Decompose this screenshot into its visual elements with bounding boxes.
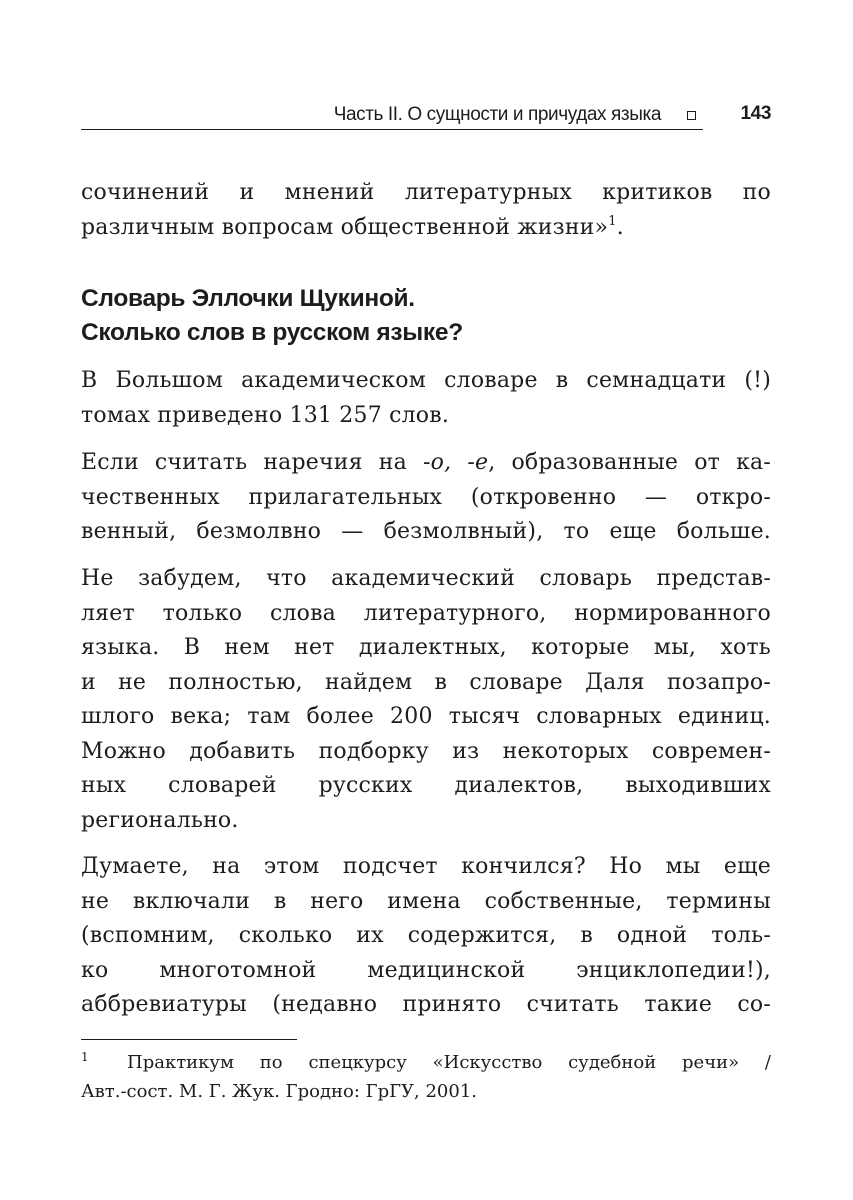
footnote-reference: 1 [608, 213, 617, 229]
header-rule [81, 129, 703, 130]
paragraph [81, 446, 771, 550]
text-fragment: различным вопросам общественной жизни» [81, 214, 609, 240]
text-line: чественных прилагательных (откровенно — откро- [81, 484, 771, 510]
italic-fragment: -о, -е [423, 450, 489, 475]
text-line: сочинений и мнений литературных критиков по [81, 180, 771, 205]
text-line: шлого века; там более 200 тысяч словарных единиц. [81, 704, 771, 729]
text-line: не включали в него имена собственные, термины [81, 888, 771, 914]
text-line: ляет только слова литературного, нормированного [81, 600, 771, 626]
text-fragment: . [616, 214, 624, 240]
text-line: томах приведено 131 257 слов. [81, 402, 450, 428]
text-line: ных словарей русских диалектов, выходивших [81, 773, 771, 798]
section-heading-line: Словарь Эллочки Щукиной. [81, 285, 415, 312]
footnote-rule [81, 1039, 297, 1040]
text-line: (вспомним, сколько их содержится, в одной толь- [81, 923, 771, 948]
text-line: языка. В нем нет диалектных, которые мы, хоть [81, 635, 771, 660]
footnote [81, 1048, 771, 1106]
text-line: регионально. [81, 807, 239, 833]
text-line: венный, безмолвно — безмолвный), то еще больше. [81, 519, 771, 544]
paragraph [81, 850, 771, 1023]
text-line: Думаете, на этом подсчет кончился? Но мы еще [81, 854, 771, 879]
running-head-title: Часть II. О сущности и причудах языка [333, 104, 661, 125]
text-line [81, 211, 771, 246]
intro-paragraph [81, 176, 771, 245]
text-line: Можно добавить подборку из некоторых современ- [81, 738, 771, 764]
text-fragment: , образованные от ка- [488, 450, 771, 475]
text-line: ко многотомной медицинской энциклопедии!), [81, 957, 771, 983]
text-line: аббревиатуры (недавно принято считать такие со- [81, 992, 771, 1017]
paragraph [81, 364, 771, 433]
text-line: и не полностью, найдем в словаре Даля позапро- [81, 669, 771, 695]
paragraph [81, 562, 771, 838]
footnote-line: Авт.-сост. М. Г. Жук. Гродно: ГрГУ, 2001. [81, 1081, 477, 1102]
page-number: 143 [740, 103, 771, 124]
text-fragment: Если считать наречия на [81, 450, 423, 475]
footnote-text: Практикум по спецкурсу «Искусство судебной речи» / [127, 1052, 771, 1073]
section-heading [81, 282, 463, 350]
running-head [81, 100, 771, 130]
text-line: Не забудем, что академический словарь представ- [81, 566, 771, 591]
footnote-line: 1 Практикум по спецкурсу «Искусство судебной речи» / [81, 1050, 771, 1073]
text-line [81, 446, 771, 481]
square-bullet-icon [687, 111, 696, 120]
section-heading-line: Сколько слов в русском языке? [81, 319, 463, 346]
text-line: В Большом академическом словаре в семнадцати (!) [81, 368, 771, 393]
